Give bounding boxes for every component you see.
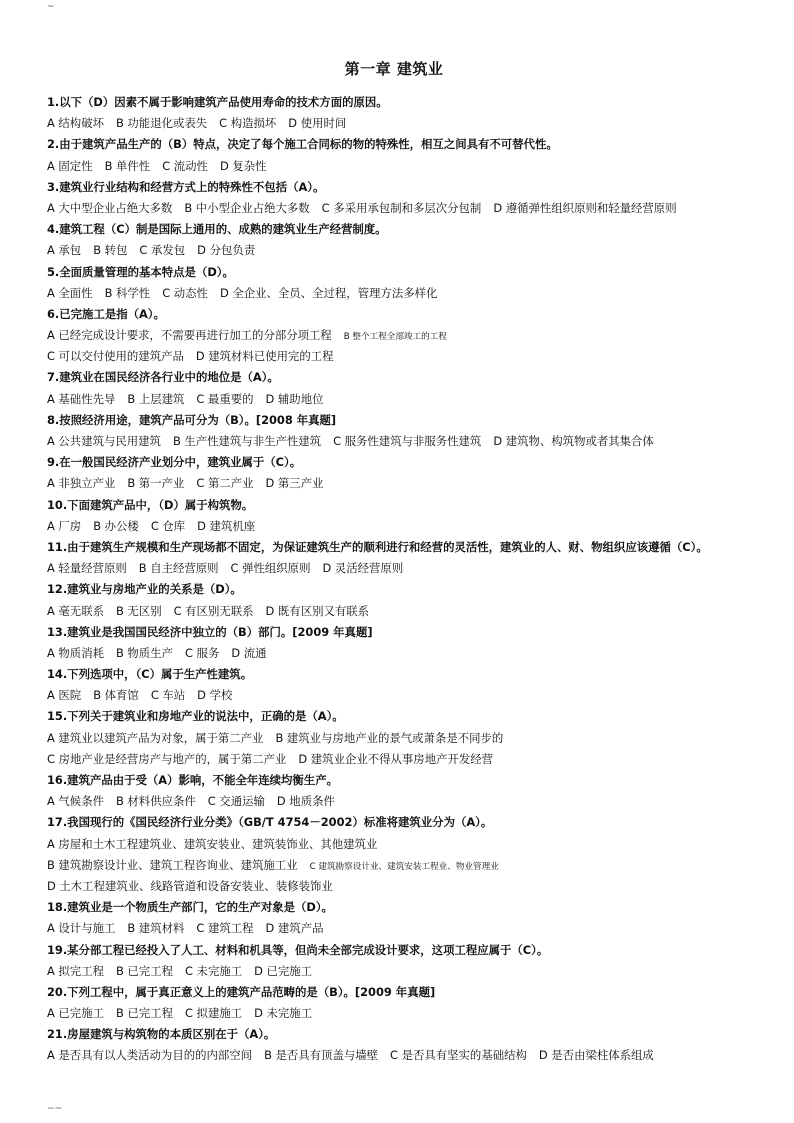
option-item: D 既有区别又有联系 [265,603,370,618]
option-item: A 已完施工 [47,1006,104,1021]
option-item: B 科学性 [104,285,151,300]
option-item: A 医院 [47,688,82,703]
option-item: A 厂房 [47,518,82,533]
option-item: B 物质生产 [115,645,173,660]
option-line [47,918,752,939]
question-stem: 13.建筑业是我国国民经济中独立的（B）部门。[2009 年真题] [47,624,373,639]
question-stem: 5.全面质量管理的基本特点是（D）。 [47,264,234,279]
option-line [47,643,752,664]
option-item: D 已完施工 [254,963,313,978]
option-item: D 建筑机座 [197,518,256,533]
question-stem: 19.某分部工程已经投入了人工、材料和机具等，但尚未全部完成设计要求，这项工程应属于（C）。 [47,942,549,957]
question-stem: 2.由于建筑产品生产的（B）特点，决定了每个施工合同标的物的特殊性，相互之间具有不可替代性。 [47,137,558,152]
option-item: B 已完工程 [115,1006,173,1021]
option-item: D 建筑物、构筑物或者其集合体 [493,434,654,448]
option-item: D 未完施工 [254,1006,313,1021]
option-item: D 遵循弹性组织原则和轻量经营原则 [493,200,677,215]
option-item: D 是否由梁柱体系组成 [538,1048,654,1063]
corner-mark-top: ~ [47,2,55,12]
option-line [47,346,752,367]
option-item: B 建筑勘察设计业、建筑工程咨询业、建筑施工业 [47,857,298,872]
option-line [47,791,752,812]
option-item: B 转包 [93,243,128,258]
question-stem: 7.建筑业在国民经济各行业中的地位是（A）。 [47,370,279,385]
option-line [47,855,752,876]
option-item: C 可以交付使用的建筑产品 [47,349,184,364]
option-item: B 材料供应条件 [115,794,196,809]
question-stem: 21.房屋建筑与构筑物的本质区别在于（A）。 [47,1027,276,1042]
option-item: D 学校 [197,688,233,703]
option-item: A 非独立产业 [47,476,116,491]
option-item: C 第二产业 [196,476,254,491]
option-line [47,1003,752,1024]
option-item: D 第三产业 [265,476,324,491]
option-item: A 建筑业以建筑产品为对象，属于第二产业 [47,730,264,745]
option-line [47,749,752,770]
option-line [47,283,752,304]
option-item: D 地质条件 [276,794,335,809]
option-item: C 弹性组织原则 [230,561,311,576]
option-item: A 是否具有以人类活动为目的的内部空间 [47,1048,253,1063]
question-stem: 3.建筑业行业结构和经营方式上的特殊性不包括（A）。 [47,179,325,194]
option-item: C 服务 [184,645,220,660]
option-item: B 第一产业 [127,476,185,491]
option-line [47,198,752,219]
option-item: B 无区别 [115,603,162,618]
option-line [47,685,752,706]
question-stem: 16.建筑产品由于受（A）影响，不能全年连续均衡生产。 [47,773,338,787]
option-item: C 流动性 [162,158,208,173]
option-item: C 建筑工程 [196,921,254,936]
option-item: C 有区别无联系 [173,603,254,618]
option-item: A 大中型企业占绝大多数 [47,200,173,215]
option-item: C 多采用承包制和多层次分包制 [321,200,482,215]
option-line [47,113,752,134]
question-stem: 9.在一般国民经济产业划分中，建筑业属于（C）。 [47,455,302,470]
option-item: B 整个工程全部竣工的工程 [343,332,447,343]
option-line [47,325,752,346]
option-line [47,834,752,855]
option-item: A 设计与施工 [47,921,116,936]
option-item: C 房地产业是经营房产与地产的，属于第二产业 [47,751,287,766]
option-item: A 毫无联系 [47,603,104,618]
option-item: B 体育馆 [93,688,139,703]
option-item: B 中小型企业占绝大多数 [184,200,310,215]
option-line [47,473,752,494]
question-stem: 14.下列选项中，（C）属于生产性建筑。 [47,667,253,682]
option-item: B 生产性建筑与非生产性建筑 [172,434,322,448]
question-stem: 11.由于建筑生产规模和生产现场都不固定，为保证建筑生产的顺利进行和经营的灵活性，建筑业的人、财、物组织应该遵循（C）。 [47,539,708,554]
option-item: D 建筑业企业不得从事房地产开发经营 [298,751,494,766]
option-item: C 拟建施工 [184,1006,243,1021]
option-item: D 复杂性 [219,158,267,173]
option-item: B 已完工程 [115,963,173,978]
option-item: C 未完施工 [184,963,243,978]
page-title: 第一章 建筑业 [344,60,444,78]
option-item: D 灵活经营原则 [322,561,404,576]
option-item: A 房屋和土木工程建筑业、建筑安装业、建筑装饰业、其他建筑业 [47,836,378,851]
option-item: A 已经完成设计要求，不需要再进行加工的分部分项工程 [47,328,332,343]
question-stem: 6.已完施工是指（A）。 [47,306,165,321]
option-item: A 气候条件 [47,794,104,809]
option-item: B 单件性 [104,158,151,173]
option-line [47,516,752,537]
option-item: D 分包负责 [197,243,256,258]
option-item: C 服务性建筑与非服务性建筑 [333,434,482,448]
corner-mark-bottom: ~~ [47,1104,63,1114]
option-item: C 是否具有坚实的基础结构 [390,1048,527,1063]
option-item: C 最重要的 [196,391,254,406]
question-list [47,92,752,1067]
option-line [47,1045,752,1066]
option-item: C 承发包 [139,243,186,258]
option-line [47,431,752,452]
option-item: B 上层建筑 [127,391,185,406]
option-item: D 流通 [231,645,267,660]
option-item: C 建筑勘察设计业、建筑安装工程业、物业管理业 [309,861,499,872]
option-item: B 建筑材料 [127,921,185,936]
option-item: D 使用时间 [288,116,347,131]
option-item: A 承包 [47,243,82,258]
option-item: A 全面性 [47,285,93,300]
option-item: B 自主经营原则 [138,561,219,576]
option-item: A 公共建筑与民用建筑 [47,434,161,448]
option-line [47,558,752,579]
option-line [47,601,752,622]
option-item: A 轻量经营原则 [47,561,127,576]
option-item: D 全企业、全员、全过程，管理方法多样化 [219,285,438,300]
option-item: B 建筑业与房地产业的景气或萧条是不同步的 [275,730,504,745]
question-stem: 10.下面建筑产品中，（D）属于构筑物。 [47,497,254,512]
option-line [47,961,752,982]
option-item: C 动态性 [162,285,208,300]
option-item: B 功能退化或表失 [115,116,208,131]
option-item: D 土木工程建筑业、线路管道和设备安装业、装修装饰业 [47,878,333,893]
question-stem: 4.建筑工程（C）制是国际上通用的、成熟的建筑业生产经营制度。 [47,222,387,237]
option-item: C 车站 [150,688,186,703]
question-stem: 18.建筑业是一个物质生产部门，它的生产对象是（D）。 [47,900,333,915]
option-line [47,240,752,261]
option-item: C 交通运输 [207,794,265,809]
option-item: A 物质消耗 [47,645,104,660]
question-stem: 1.以下（D）因素不属于影响建筑产品使用寿命的技术方面的原因。 [47,95,388,109]
option-item: A 结构破坏 [47,116,104,131]
question-stem: 20.下列工程中，属于真正意义上的建筑产品范畴的是（B）。[2009 年真题] [47,984,436,999]
option-item: D 辅助地位 [265,391,324,406]
option-line [47,728,752,749]
option-item: D 建筑材料已使用完的工程 [195,349,334,364]
option-line [47,876,752,897]
option-item: C 构造损坏 [219,116,277,131]
question-stem: 15.下列关于建筑业和房地产业的说法中，正确的是（A）。 [47,709,344,724]
question-stem: 8.按照经济用途，建筑产品可分为（B）。[2008 年真题] [47,412,337,427]
option-item: A 固定性 [47,158,93,173]
option-item: A 基础性先导 [47,391,116,406]
question-stem: 12.建筑业与房地产业的关系是（D）。 [47,582,242,597]
option-item: B 办公楼 [93,518,139,533]
option-line [47,156,752,177]
question-stem: 17.我国现行的《国民经济行业分类》（GB/T 4754－2002）标准将建筑业分为（A）。 [47,815,493,830]
option-item: A 拟完工程 [47,963,104,978]
option-item: C 仓库 [150,518,186,533]
option-line [47,389,752,410]
option-item: D 建筑产品 [265,921,324,936]
option-item: B 是否具有顶盖与墙壁 [264,1048,379,1063]
